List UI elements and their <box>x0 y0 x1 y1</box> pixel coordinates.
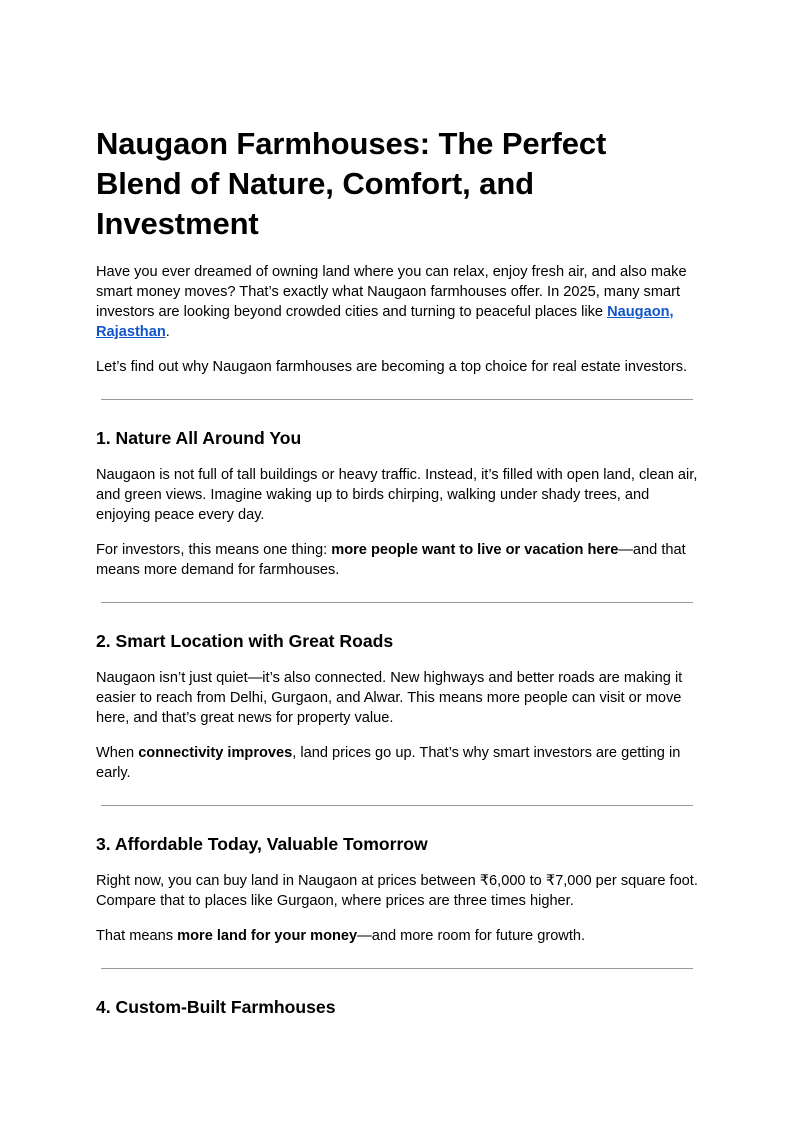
intro-text: Have you ever dreamed of owning land where you can relax, enjoy fresh air, and also make smart money moves? That’s exactly what Naugaon farmhouses offer. In 2025, many smart investors are looking beyond crowded cities and turning to peaceful places like <box>96 264 687 320</box>
section-divider <box>101 805 693 806</box>
location-paragraph-1: Naugaon isn’t just quiet—it’s also connected. New highways and better roads are making it easier to reach from Delhi, Gurgaon, and Alwar. This means more people can visit or move here, and that’s great news for property value. <box>96 670 683 726</box>
section-divider <box>101 602 693 603</box>
nature-paragraph-2 <box>96 540 700 580</box>
page-title: Naugaon Farmhouses: The Perfect Blend of Nature, Comfort, and Investment <box>96 126 607 241</box>
affordable-paragraph-2 <box>96 926 700 946</box>
nature-p2-bold: more people want to live or vacation here <box>331 542 619 558</box>
nature-paragraph-1: Naugaon is not full of tall buildings or heavy traffic. Instead, it’s filled with open land, clean air, and green views. Imagine waking up to birds chirping, walking under shady trees, and enjoying peace every day. <box>96 467 698 523</box>
section-heading-custom: 4. Custom-Built Farmhouses <box>96 997 336 1017</box>
location-paragraph-2 <box>96 743 700 783</box>
affordable-p2-after: —and more room for future growth. <box>357 928 586 944</box>
section-heading-nature: 1. Nature All Around You <box>96 428 302 448</box>
section-heading-location: 2. Smart Location with Great Roads <box>96 631 394 651</box>
nature-p2-after: —and that means more demand for farmhouses. <box>96 542 686 578</box>
intro-period: . <box>165 324 170 340</box>
affordable-p2-bold: more land for your money <box>177 928 358 944</box>
section-divider <box>101 968 693 969</box>
location-p2-after: , land prices go up. That’s why smart investors are getting in early. <box>96 745 681 781</box>
location-p2-before: When <box>96 745 139 761</box>
nature-p2-before: For investors, this means one thing: <box>96 542 332 558</box>
affordable-paragraph-1: Right now, you can buy land in Naugaon at prices between ₹6,000 to ₹7,000 per square foot. Compare that to places like Gurgaon, where prices are three times higher. <box>96 873 698 909</box>
affordable-p2-before: That means <box>96 928 178 944</box>
intro-paragraph-2: Let’s find out why Naugaon farmhouses are becoming a top choice for real estate investors. <box>96 359 688 375</box>
intro-paragraph-1 <box>96 262 700 342</box>
naugaon-rajasthan-link[interactable]: Naugaon, Rajasthan <box>96 304 674 340</box>
section-heading-affordable: 3. Affordable Today, Valuable Tomorrow <box>96 834 428 854</box>
document-page <box>96 124 700 1034</box>
location-p2-bold: connectivity improves <box>138 745 293 761</box>
section-divider <box>101 399 693 400</box>
